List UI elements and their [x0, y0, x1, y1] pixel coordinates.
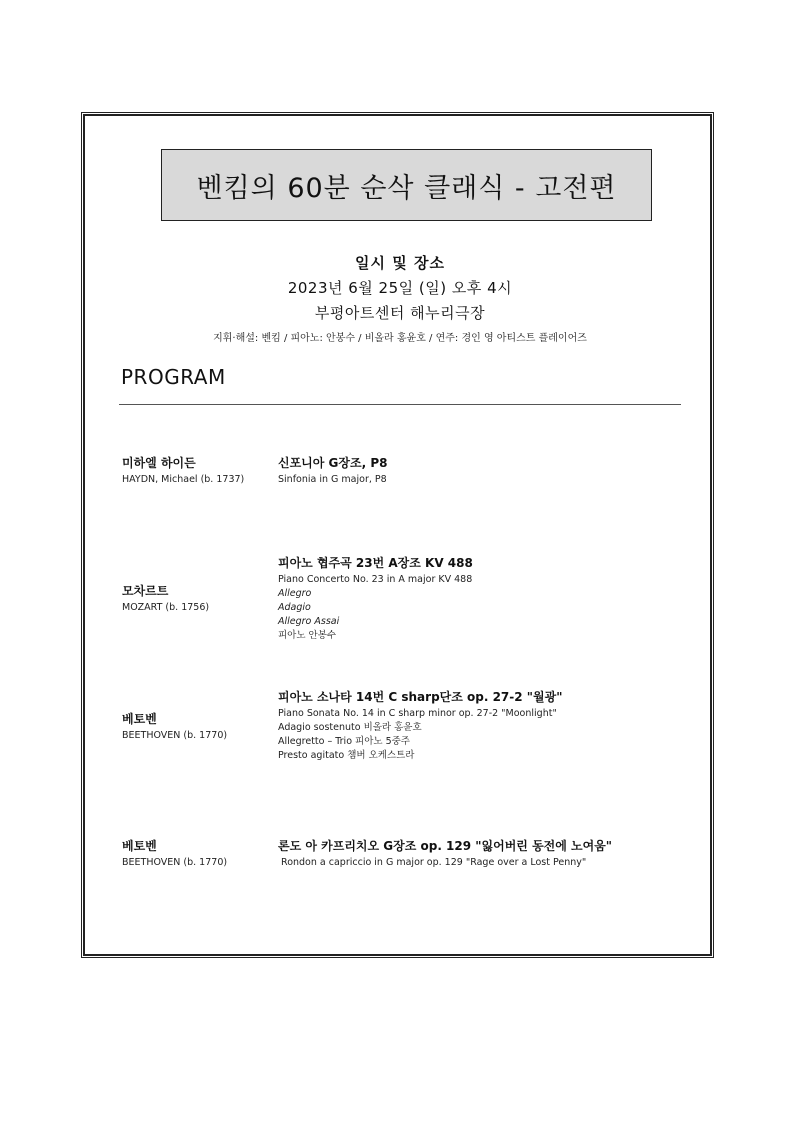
concert-venue: 부평아트센터 해누리극장 [314, 304, 486, 322]
composer-name-en: MOZART (b. 1756) [122, 602, 210, 613]
composer-name-ko: 베토벤 [122, 712, 157, 726]
work-line: Sinfonia in G major, P8 [278, 474, 387, 485]
work-block [278, 837, 612, 870]
composer-name-ko: 베토벤 [122, 839, 157, 853]
work-block [278, 554, 473, 643]
work-line: Rondon a capriccio in G major op. 129 "Rage over a Lost Penny" [278, 857, 587, 868]
divider [119, 404, 681, 405]
movement-line: Adagio sostenuto 비올라 홍윤호 [278, 722, 422, 733]
page-border [83, 114, 712, 956]
movement-line: Allegro [278, 588, 312, 599]
composer-name-ko: 모차르트 [122, 584, 169, 598]
composer-name-en: BEETHOVEN (b. 1770) [122, 857, 228, 868]
work-title: 피아노 소나타 14번 C sharp단조 op. 27-2 "월광" [278, 690, 563, 704]
composer-block [122, 582, 209, 613]
composer-name-ko: 미하엘 하이든 [122, 456, 196, 470]
work-line: Piano Concerto No. 23 in A major KV 488 [278, 574, 473, 585]
work-title: 피아노 협주곡 23번 A장조 KV 488 [278, 556, 473, 570]
composer-block [122, 710, 227, 741]
movement-line: Presto agitato 챔버 오케스트라 [278, 750, 415, 761]
program-heading: PROGRAM [121, 365, 226, 389]
performer-line: 피아노 안봉수 [278, 630, 337, 641]
work-line: Piano Sonata No. 14 in C sharp minor op. 27-2 "Moonlight" [278, 708, 557, 719]
composer-name-en: HAYDN, Michael (b. 1737) [122, 474, 245, 485]
performer-credits: 지휘·해설: 벤킴 / 피아노: 안봉수 / 비올라 홍윤호 / 연주: 경인 영 아티스트 플레이어즈 [213, 333, 587, 344]
concert-date: 2023년 6월 25일 (일) 오후 4시 [287, 279, 513, 297]
work-block [278, 688, 562, 763]
concert-title: 벤킴의 60분 순삭 클래식 - 고전편 [161, 149, 652, 221]
movement-line: Allegretto – Trio 피아노 5중주 [278, 736, 410, 747]
composer-block [122, 837, 227, 868]
info-heading: 일시 및 장소 [355, 254, 445, 272]
composer-block [122, 454, 244, 485]
movement-line: Adagio [278, 602, 311, 613]
work-title: 론도 아 카프리치오 G장조 op. 129 "잃어버린 동전에 노여움" [278, 839, 613, 853]
movement-line: Allegro Assai [278, 616, 340, 627]
work-block [278, 454, 387, 487]
composer-name-en: BEETHOVEN (b. 1770) [122, 730, 228, 741]
work-title: 신포니아 G장조, P8 [278, 456, 388, 470]
